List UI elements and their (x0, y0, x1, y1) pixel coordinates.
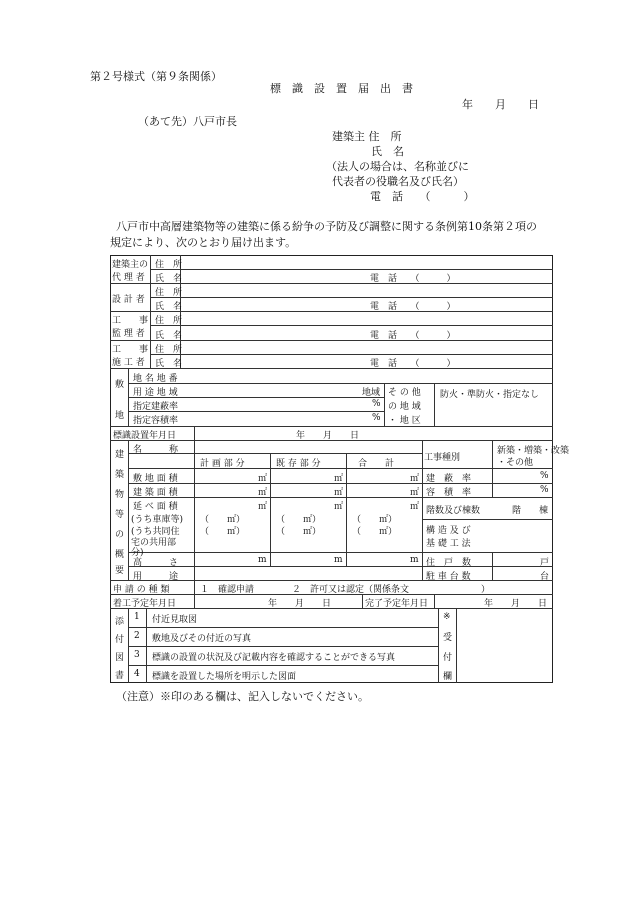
bcr-value-label: 建 蔽 率 (426, 474, 472, 484)
sign-date-value[interactable]: 年 月 日 (296, 431, 360, 441)
building-head-2: 築 (115, 470, 125, 480)
far-label: 指定容積率 (133, 416, 179, 426)
use-zone-unit: 地域 (362, 388, 381, 398)
sign-date-label: 標識設置年月日 (113, 431, 177, 441)
supervisor-name-label: 氏 名 (155, 331, 183, 341)
designer-name-label: 氏 名 (155, 302, 183, 312)
floor-area-unit-1: ㎡ (258, 502, 268, 512)
contractor-address-label: 住 所 (155, 345, 183, 355)
designer-address-label: 住 所 (155, 288, 183, 298)
height-label: 高 さ (133, 558, 179, 568)
site-area-unit-2: ㎡ (334, 474, 344, 484)
start-date-label: 着工予定年月日 (113, 599, 177, 609)
fire-zone-options[interactable]: 防火・準防火・指定なし (440, 390, 540, 400)
attach-head-2: 付 (115, 635, 125, 645)
footer-note: （注意）※印のある欄は、記入しないでください。 (116, 690, 369, 703)
garage-exist: （ ㎡） (276, 515, 322, 525)
supervisor-label: 工 事 (112, 316, 149, 326)
end-date-value[interactable]: 年 月 日 (484, 599, 548, 609)
building-head-6: 概 (115, 550, 125, 560)
site-area-label: 敷 地 面 積 (133, 474, 178, 484)
contractor-label: 工 事 (112, 345, 149, 355)
building-head-7: 要 (115, 566, 125, 576)
office-head-2: 受 (443, 633, 453, 643)
lot-label: 地 名 地 番 (133, 374, 178, 384)
floor-area-label: 延 べ 面 積 (133, 502, 178, 512)
site-head-2: 地 (115, 411, 125, 421)
end-date-label: 完了予定年月日 (365, 599, 429, 609)
shared-exist: （ ㎡） (276, 527, 322, 537)
contractor-label-2: 施 工 者 (112, 358, 145, 368)
shared-label-2: 宅の共用部 (131, 538, 177, 548)
building-area-unit-2: ㎡ (334, 488, 344, 498)
owner-name-label: 氏 名 (371, 145, 404, 158)
shared-label-3: 分) (131, 548, 144, 558)
work-type-label: 工事種別 (424, 453, 461, 463)
shared-plan: （ ㎡） (200, 527, 246, 537)
other-zone-label-2: の 地 域 (388, 402, 421, 412)
owner-phone: 電 話 （ ） (370, 190, 475, 203)
agent-label-2: 代 理 者 (112, 273, 145, 283)
far-value-label: 容 積 率 (426, 488, 472, 498)
contractor-phone: 電 話 （ ） (370, 359, 456, 369)
bcr-label: 指定建蔽率 (133, 402, 179, 412)
supervisor-label-2: 監 理 者 (112, 329, 145, 339)
site-area-unit-1: ㎡ (258, 474, 268, 484)
col-total: 合 計 (358, 459, 395, 469)
attach-item-2: 敷地及びその付近の写真 (152, 634, 252, 644)
designer-label: 設 計 者 (112, 295, 145, 305)
designer-phone: 電 話 （ ） (370, 302, 456, 312)
form-title: 標 識 設 置 届 出 書 (270, 82, 413, 95)
work-type-options-1[interactable]: 新築・増築・改築 (497, 446, 570, 456)
application-type-label: 申 請 の 種 類 (113, 585, 170, 595)
attach-head-1: 添 (115, 617, 125, 627)
bcr-value-pct: % (540, 471, 549, 481)
addressee: （あて先）八戸市長 (138, 115, 237, 128)
other-zone-label-3: ・ 地 区 (388, 416, 421, 426)
garage-label: (うち車庫等) (131, 515, 184, 525)
application-option-1[interactable]: １ 確認申請 (200, 585, 255, 595)
building-head-5: の (115, 530, 125, 540)
attach-item-4-no: 4 (134, 669, 140, 679)
work-type-options-2[interactable]: ・その他 (497, 458, 534, 468)
start-date-value[interactable]: 年 月 日 (268, 599, 332, 609)
units-unit: 戸 (540, 558, 550, 568)
use-zone-label: 用 途 地 域 (133, 388, 178, 398)
attach-item-2-no: 2 (134, 631, 140, 641)
building-head-3: 物 (115, 490, 125, 500)
building-head-4: 等 (115, 510, 125, 520)
shared-label-1: (うち共同住 (131, 527, 180, 537)
use-label: 用 途 (133, 572, 179, 582)
structure-label-2: 基 礎 工 法 (426, 539, 471, 549)
building-area-unit-3: ㎡ (410, 488, 420, 498)
corporate-note-1: （法人の場合は、名称並びに (326, 160, 469, 173)
floor-area-unit-3: ㎡ (410, 502, 420, 512)
structure-label-1: 構 造 及 び (426, 526, 471, 536)
height-unit-2: m (334, 555, 343, 565)
agent-name-label: 氏 名 (155, 274, 183, 284)
garage-total: （ ㎡） (352, 515, 398, 525)
units-label: 住 戸 数 (426, 558, 472, 568)
office-head-3: 付 (443, 653, 453, 663)
building-head-1: 建 (115, 450, 125, 460)
application-option-2[interactable]: ２ 許可又は認定（関係条文 ） (292, 585, 491, 595)
name-label: 名 称 (133, 445, 179, 455)
height-unit-1: m (258, 555, 267, 565)
height-unit-3: m (410, 555, 419, 565)
body-text-line-2: 規定により、次のとおり届け出ます。 (110, 236, 297, 249)
form-number: 第２号様式（第９条関係） (90, 70, 222, 83)
office-head-1: ※ (443, 612, 451, 622)
agent-phone: 電 話 （ ） (370, 274, 456, 284)
corporate-note-2: 代表者の役職名及び氏名） (332, 175, 464, 188)
supervisor-phone: 電 話 （ ） (370, 331, 456, 341)
floor-area-unit-2: ㎡ (334, 502, 344, 512)
agent-address-label: 住 所 (155, 260, 183, 270)
garage-plan: （ ㎡） (200, 515, 246, 525)
col-exist: 既 存 部 分 (276, 459, 321, 469)
owner-address-label: 建築主 住 所 (332, 130, 402, 143)
other-zone-label-1: そ の 他 (388, 388, 421, 398)
attach-item-1-no: 1 (134, 612, 140, 622)
site-head-1: 敷 (115, 380, 125, 390)
far-pct: % (372, 413, 381, 423)
parking-label: 駐 車 台 数 (426, 572, 471, 582)
floors-label: 階数及び棟数 (426, 506, 481, 516)
submission-date[interactable]: 年 月 日 (462, 98, 539, 111)
building-area-label: 建 築 面 積 (133, 488, 178, 498)
attach-item-4: 標識を設置した場所を明示した図面 (152, 672, 297, 682)
bcr-pct: % (372, 399, 381, 409)
col-plan: 計 画 部 分 (200, 459, 245, 469)
contractor-name-label: 氏 名 (155, 359, 183, 369)
attach-item-3: 標識の設置の状況及び記載内容を確認することができる写真 (152, 653, 396, 663)
body-text-line-1: 八戸市中高層建築物等の建築に係る紛争の予防及び調整に関する条例第10条第２項の (116, 220, 537, 233)
attach-head-3: 図 (115, 653, 125, 663)
supervisor-address-label: 住 所 (155, 316, 183, 326)
shared-total: （ ㎡） (352, 527, 398, 537)
office-head-4: 欄 (443, 672, 453, 682)
floors-unit: 階 棟 (512, 506, 549, 516)
attach-head-4: 書 (115, 671, 125, 681)
agent-label: 建築主の (112, 260, 149, 270)
attach-item-3-no: 3 (134, 650, 140, 660)
far-value-pct: % (540, 485, 549, 495)
building-area-unit-1: ㎡ (258, 488, 268, 498)
parking-unit: 台 (540, 572, 550, 582)
site-area-unit-3: ㎡ (410, 474, 420, 484)
attach-item-1: 付近見取図 (152, 615, 198, 625)
